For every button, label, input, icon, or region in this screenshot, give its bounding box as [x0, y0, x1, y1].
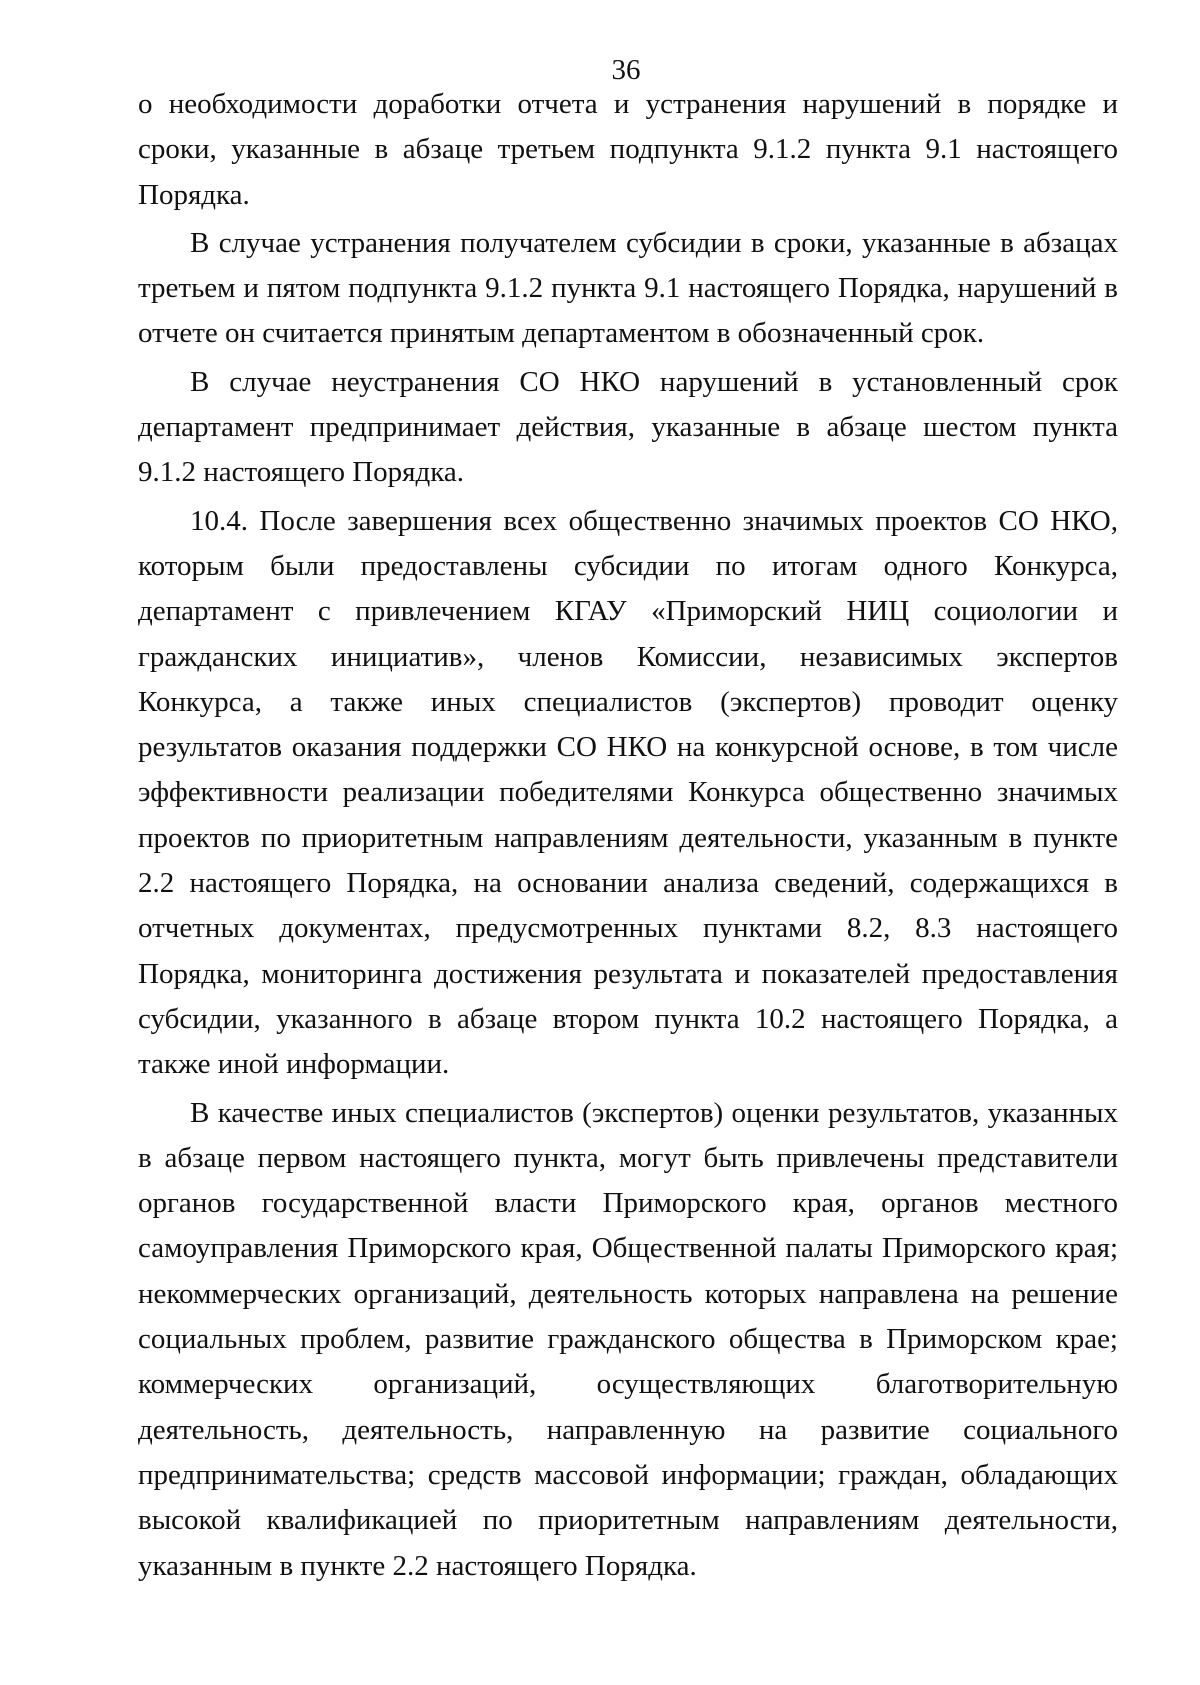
paragraph-non-correction: В случае неустранения СО НКО нарушений в установленный срок департамент предпринимает действия, указанные в абзаце шестом пункта 9.1.2 настоящего Порядка.: [138, 365, 1118, 489]
paragraph-continuation: о необходимости доработки отчета и устранения нарушений в порядке и сроки, указанные в абзаце третьем подпункта 9.1.2 пункта 9.1 настоящего Порядка.: [138, 88, 1118, 211]
document-body: [138, 82, 1118, 1592]
paragraph-correction-deadline: В случае устранения получателем субсидии в сроки, указанные в абзацах третьем и пятом подпункта 9.1.2 пункта 9.1 настоящего Порядка, нарушений в отчете он считается принятым департаментом в обозначенный срок.: [138, 226, 1118, 350]
paragraph-other-experts: В качестве иных специалистов (экспертов) оценки результатов, указанных в абзаце первом настоящего пункта, могут быть привлечены представители органов государственной власти Приморского края, органов местного самоуправления Приморского края, Общественной палаты Приморского края; некоммерческих организаций, деятельность которых направлена на решение социальных проблем, развитие гражданского общества в Приморском крае; коммерческих организаций, осуществляющих благотворительную деятельность, деятельность, направленную на развитие социального предпринимательства; средств массовой информации; граждан, обладающих высокой квалификацией по приоритетным направлениям деятельности, указанным в пункте 2.2 настоящего Порядка.: [138, 1096, 1118, 1582]
paragraph-10-4: 10.4. После завершения всех общественно значимых проектов СО НКО, которым были предоставлены субсидии по итогам одного Конкурса, департамент с привлечением КГАУ «Приморский НИЦ социологии и гражданских инициатив», членов Комиссии, независимых экспертов Конкурса, а также иных специалистов (экспертов) проводит оценку результатов оказания поддержки СО НКО на конкурсной основе, в том числе эффективности реализации победителями Конкурса общественно значимых проектов по приоритетным направлениям деятельности, указанным в пункте 2.2 настоящего Порядка, на основании анализа сведений, содержащихся в отчетных документах, предусмотренных пунктами 8.2, 8.3 настоящего Порядка, мониторинга достижения результата и показателей предоставления субсидии, указанного в абзаце втором пункта 10.2 настоящего Порядка, а также иной информации.: [138, 504, 1118, 1081]
page-number: 36: [611, 54, 641, 86]
